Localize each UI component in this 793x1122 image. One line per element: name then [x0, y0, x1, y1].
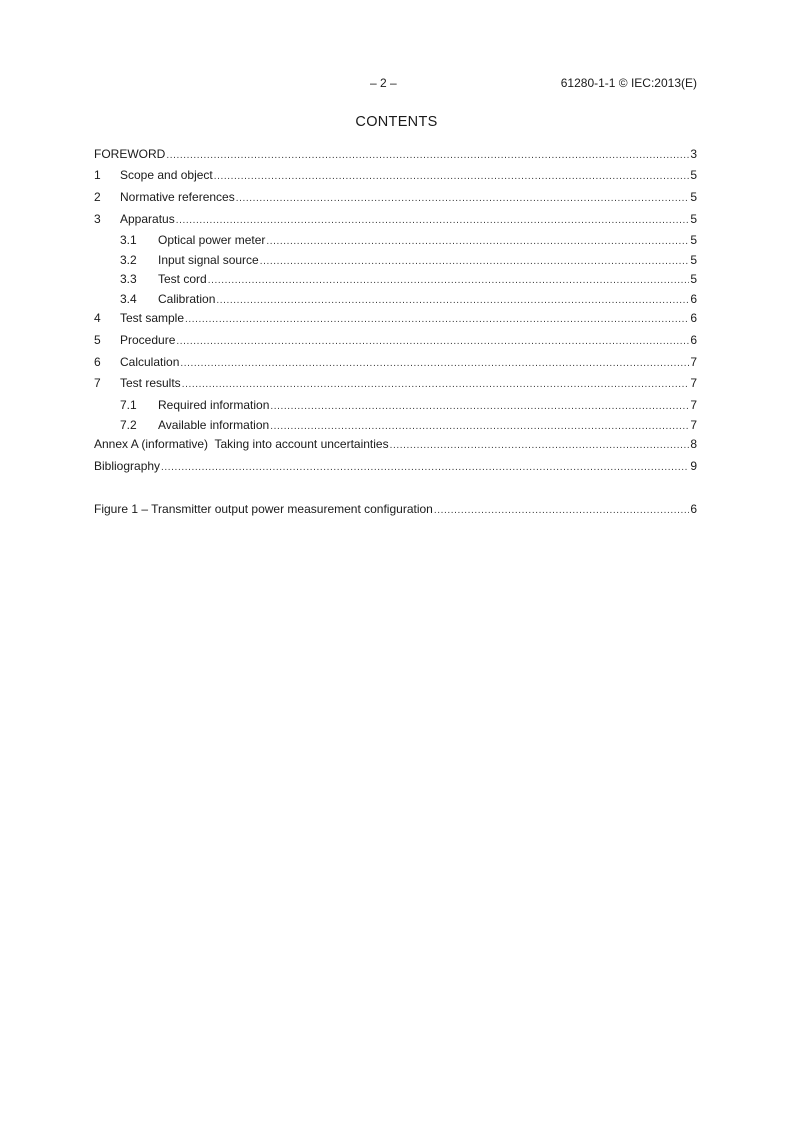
dot-leader [180, 356, 689, 372]
toc-entry-title: Available information [158, 418, 270, 432]
dot-leader [166, 148, 689, 164]
toc-entry-calculation[interactable] [94, 354, 697, 370]
toc-entry-test-sample[interactable] [94, 310, 697, 326]
toc-clause-number: 3 [94, 212, 101, 226]
dot-leader [266, 234, 689, 250]
toc-entry-input-signal-source[interactable] [120, 252, 697, 268]
toc-entry-foreword[interactable] [94, 146, 697, 162]
toc-entry-title: Test cord [158, 272, 207, 286]
toc-page-number: 5 [690, 233, 697, 247]
toc-page-number: 8 [690, 437, 697, 451]
toc-entry-available-information[interactable] [120, 417, 697, 433]
toc-page-number: 6 [690, 333, 697, 347]
toc-page-number: 5 [690, 272, 697, 286]
toc-entry-title: Calculation [120, 355, 180, 369]
toc-page-number: 7 [690, 418, 697, 432]
toc-entry-title: Optical power meter [158, 233, 266, 247]
toc-entry-title: Figure 1 – Transmitter output power measurement configuration [94, 502, 433, 516]
toc-entry-title: Test results [120, 376, 181, 390]
toc-entry-apparatus[interactable] [94, 211, 697, 227]
toc-clause-number: 4 [94, 311, 101, 325]
toc-page-number: 3 [690, 147, 697, 161]
toc-page-number: 6 [690, 292, 697, 306]
document-reference: 61280-1-1 © IEC:2013(E) [560, 76, 697, 90]
toc-entry-calibration[interactable] [120, 291, 697, 307]
toc-clause-number: 1 [94, 168, 101, 182]
toc-clause-number: 7 [94, 376, 101, 390]
toc-clause-number: 3.4 [120, 292, 137, 306]
toc-entry-title: Required information [158, 398, 270, 412]
toc-entry-test-results[interactable] [94, 375, 697, 391]
toc-page-number: 5 [690, 253, 697, 267]
toc-clause-number: 7.1 [120, 398, 137, 412]
toc-entry-normative-references[interactable] [94, 189, 697, 205]
dot-leader [176, 334, 689, 350]
toc-page-number: 7 [690, 355, 697, 369]
toc-entry-annex-a[interactable] [94, 436, 697, 452]
dot-leader [185, 312, 689, 328]
toc-entry-title: Normative references [120, 190, 235, 204]
toc-entry-title: Input signal source [158, 253, 259, 267]
dot-leader [236, 191, 690, 207]
toc-clause-number: 3.2 [120, 253, 137, 267]
toc-page-number: 7 [690, 398, 697, 412]
toc-clause-number: 6 [94, 355, 101, 369]
toc-page-number: 6 [690, 502, 697, 516]
toc-entry-test-cord[interactable] [120, 271, 697, 287]
page-number: – 2 – [370, 76, 397, 90]
toc-entry-title: FOREWORD [94, 147, 166, 161]
toc-entry-title: Test sample [120, 311, 185, 325]
toc-entry-title: Bibliography [94, 459, 161, 473]
toc-page-number: 7 [690, 376, 697, 390]
toc-clause-number: 2 [94, 190, 101, 204]
dot-leader [176, 213, 690, 229]
toc-entry-title: Apparatus [120, 212, 175, 226]
toc-entry-procedure[interactable] [94, 332, 697, 348]
toc-entry-figure-1[interactable] [94, 501, 697, 517]
dot-leader [208, 273, 690, 289]
dot-leader [260, 254, 690, 270]
toc-clause-number: 3.3 [120, 272, 137, 286]
page-header [0, 76, 793, 92]
toc-entry-title: Scope and object [120, 168, 213, 182]
toc-clause-number: 5 [94, 333, 101, 347]
toc-entry-title: Calibration [158, 292, 216, 306]
toc-page-number: 5 [690, 168, 697, 182]
toc-entry-title: Procedure [120, 333, 176, 347]
dot-leader [214, 169, 690, 185]
dot-leader [270, 399, 689, 415]
dot-leader [434, 503, 689, 519]
toc-page-number: 9 [690, 459, 697, 473]
toc-page-number: 6 [690, 311, 697, 325]
dot-leader [161, 460, 689, 476]
dot-leader [182, 377, 690, 393]
toc-clause-number: 3.1 [120, 233, 137, 247]
dot-leader [390, 438, 690, 454]
toc-entry-required-information[interactable] [120, 397, 697, 413]
toc-page-number: 5 [690, 212, 697, 226]
dot-leader [216, 293, 689, 309]
toc-entry-title: Annex A (informative) Taking into account uncertainties [94, 437, 389, 451]
contents-title: CONTENTS [355, 114, 438, 130]
dot-leader [270, 419, 689, 435]
toc-entry-bibliography[interactable] [94, 458, 697, 474]
toc-clause-number: 7.2 [120, 418, 137, 432]
toc-page-number: 5 [690, 190, 697, 204]
toc-entry-optical-power-meter[interactable] [120, 232, 697, 248]
toc-entry-scope[interactable] [94, 167, 697, 183]
